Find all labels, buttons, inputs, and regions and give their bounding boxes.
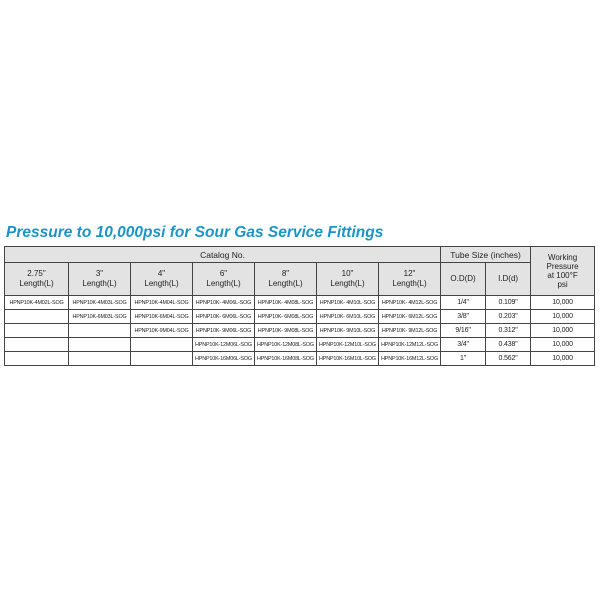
catalog-number-cell — [5, 338, 69, 352]
working-pressure-header: Working Pressure at 100°F psi — [531, 247, 595, 296]
fittings-spec-table — [4, 246, 595, 366]
catalog-number-cell: HPNP10K-12M10L-SOG — [317, 338, 379, 352]
catalog-number-cell — [5, 352, 69, 366]
catalog-number-cell: HPNP10K-16M10L-SOG — [317, 352, 379, 366]
column-length-label: Length(L) — [144, 279, 179, 288]
catalog-column-header — [193, 263, 255, 296]
column-size-label: 4" — [157, 269, 166, 278]
id-column-header: I.D(d) — [486, 263, 531, 296]
catalog-number-cell: HPNP10K-6M04L-SOG — [131, 310, 193, 324]
catalog-number-cell: HPNP10K-12M12L-SOG — [379, 338, 441, 352]
catalog-number-cell: HPNP10K-16M06L-SOG — [193, 352, 255, 366]
catalog-number-cell — [69, 324, 131, 338]
tube-size-group-header: Tube Size (inches) — [441, 247, 531, 263]
column-size-label: 8" — [281, 269, 290, 278]
column-length-label: Length(L) — [19, 279, 54, 288]
catalog-number-cell: HPNP10K-4M03L-SOG — [69, 296, 131, 310]
table-group-header-row — [5, 247, 595, 263]
catalog-number-cell: HPNP10K- 9M08L-SOG — [255, 324, 317, 338]
catalog-number-cell: HPNP10K- 4M08L-SOG — [255, 296, 317, 310]
catalog-number-cell: HPNP10K- 6M08L-SOG — [255, 310, 317, 324]
pressure-cell: 10,000 — [531, 310, 595, 324]
id-cell: 0.562" — [486, 352, 531, 366]
catalog-number-cell — [131, 338, 193, 352]
column-length-label: Length(L) — [330, 279, 365, 288]
catalog-number-cell: HPNP10K-16M08L-SOG — [255, 352, 317, 366]
catalog-number-cell: HPNP10K- 9M12L-SOG — [379, 324, 441, 338]
catalog-number-cell: HPNP10K- 4M06L-SOG — [193, 296, 255, 310]
catalog-column-header — [317, 263, 379, 296]
catalog-column-header — [255, 263, 317, 296]
catalog-number-cell: HPNP10K-16M12L-SOG — [379, 352, 441, 366]
id-cell: 0.203" — [486, 310, 531, 324]
catalog-column-header — [131, 263, 193, 296]
catalog-number-cell — [5, 324, 69, 338]
catalog-number-cell: HPNP10K-6M03L-SOG — [69, 310, 131, 324]
pressure-cell: 10,000 — [531, 338, 595, 352]
od-cell: 1/4" — [441, 296, 486, 310]
pressure-cell: 10,000 — [531, 352, 595, 366]
catalog-number-cell: HPNP10K- 6M06L-SOG — [193, 310, 255, 324]
catalog-number-cell — [131, 352, 193, 366]
od-cell: 9/16" — [441, 324, 486, 338]
pressure-cell: 10,000 — [531, 324, 595, 338]
pressure-cell: 10,000 — [531, 296, 595, 310]
catalog-number-cell — [69, 352, 131, 366]
id-cell: 0.109" — [486, 296, 531, 310]
catalog-number-cell: HPNP10K-9M04L-SOG — [131, 324, 193, 338]
table-row — [5, 352, 595, 366]
catalog-number-cell — [69, 338, 131, 352]
od-cell: 1" — [441, 352, 486, 366]
catalog-number-cell: HPNP10K- 4M10L-SOG — [317, 296, 379, 310]
column-size-label: 12" — [403, 269, 416, 278]
id-cell: 0.438" — [486, 338, 531, 352]
catalog-number-cell: HPNP10K-4M02L-SOG — [5, 296, 69, 310]
table-row — [5, 310, 595, 324]
id-cell: 0.312" — [486, 324, 531, 338]
catalog-number-cell: HPNP10K- 6M12L-SOG — [379, 310, 441, 324]
table-body — [5, 296, 595, 366]
catalog-number-cell: HPNP10K-4M04L-SOG — [131, 296, 193, 310]
page-title: Pressure to 10,000psi for Sour Gas Service Fittings — [6, 224, 384, 241]
column-length-label: Length(L) — [268, 279, 303, 288]
od-cell: 3/4" — [441, 338, 486, 352]
catalog-column-header — [69, 263, 131, 296]
table-column-header-row — [5, 263, 595, 296]
od-cell: 3/8" — [441, 310, 486, 324]
column-length-label: Length(L) — [392, 279, 427, 288]
catalog-number-cell: HPNP10K-12M08L-SOG — [255, 338, 317, 352]
catalog-column-header — [5, 263, 69, 296]
catalog-number-cell — [5, 310, 69, 324]
catalog-number-cell: HPNP10K- 6M10L-SOG — [317, 310, 379, 324]
column-length-label: Length(L) — [206, 279, 241, 288]
od-column-header: O.D(D) — [441, 263, 486, 296]
column-size-label: 2.75" — [27, 269, 46, 278]
table-row — [5, 324, 595, 338]
catalog-number-cell: HPNP10K- 4M12L-SOG — [379, 296, 441, 310]
catalog-number-cell: HPNP10K-12M06L-SOG — [193, 338, 255, 352]
column-size-label: 10" — [341, 269, 354, 278]
table-row — [5, 296, 595, 310]
catalog-group-header: Catalog No. — [5, 247, 441, 263]
column-size-label: 3" — [95, 269, 104, 278]
table-row — [5, 338, 595, 352]
catalog-number-cell: HPNP10K- 9M10L-SOG — [317, 324, 379, 338]
column-length-label: Length(L) — [82, 279, 117, 288]
column-size-label: 6" — [219, 269, 228, 278]
catalog-number-cell: HPNP10K- 9M06L-SOG — [193, 324, 255, 338]
catalog-column-header — [379, 263, 441, 296]
